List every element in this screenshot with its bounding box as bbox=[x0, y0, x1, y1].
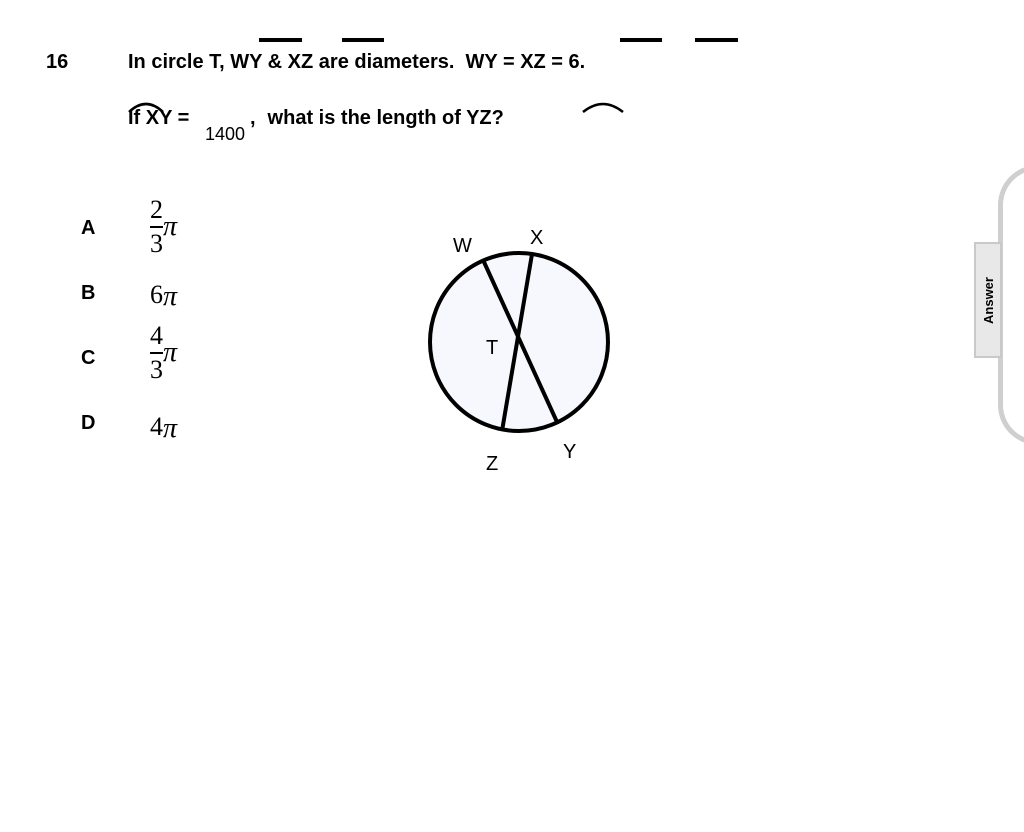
denominator: 3 bbox=[150, 228, 163, 258]
fraction bbox=[150, 322, 163, 384]
choice-c-letter[interactable]: C bbox=[81, 347, 96, 369]
coefficient: 4 bbox=[150, 412, 163, 441]
answer-tab-label: Answer bbox=[980, 276, 996, 324]
denominator: 3 bbox=[150, 354, 163, 384]
choice-a-letter[interactable]: A bbox=[81, 217, 96, 239]
choice-b-letter[interactable]: B bbox=[81, 282, 96, 304]
fraction bbox=[150, 196, 163, 258]
numerator: 2 bbox=[150, 195, 163, 224]
arc-symbol-yz bbox=[580, 98, 626, 114]
question-line-1: In circle T, WY & XZ are diameters. WY = XZ = 6. bbox=[128, 51, 586, 73]
fraction-bar bbox=[150, 226, 163, 228]
choice-a-value[interactable] bbox=[150, 196, 177, 258]
pi-symbol: π bbox=[163, 281, 178, 313]
coefficient: 6 bbox=[150, 280, 163, 309]
overbar-wy-2 bbox=[620, 38, 662, 42]
question-line-2-prefix: If XY = bbox=[128, 107, 195, 129]
label-z: Z bbox=[486, 453, 499, 475]
question-line-2-comma: , bbox=[250, 107, 256, 129]
circle-diagram bbox=[420, 220, 620, 480]
pi-symbol: π bbox=[163, 413, 178, 445]
label-t: T bbox=[486, 337, 499, 359]
pi-symbol: π bbox=[163, 210, 178, 242]
choice-d-value[interactable] bbox=[150, 412, 177, 445]
label-y: Y bbox=[563, 441, 577, 463]
label-x: X bbox=[530, 227, 544, 249]
answer-tab[interactable] bbox=[974, 242, 1002, 358]
choice-c-value[interactable] bbox=[150, 322, 177, 384]
question-number: 16 bbox=[46, 51, 69, 73]
fraction-bar bbox=[150, 352, 163, 354]
choice-d-letter[interactable]: D bbox=[81, 412, 96, 434]
overbar-xz bbox=[342, 38, 384, 42]
overbar-wy bbox=[259, 38, 302, 42]
pi-symbol: π bbox=[163, 336, 178, 368]
angle-value: 1400 bbox=[205, 124, 246, 144]
overbar-xz-2 bbox=[695, 38, 738, 42]
question-line-2-rest: what is the length of YZ? bbox=[262, 107, 504, 129]
label-w: W bbox=[453, 235, 472, 257]
choice-b-value[interactable] bbox=[150, 280, 177, 313]
numerator: 4 bbox=[150, 321, 163, 350]
